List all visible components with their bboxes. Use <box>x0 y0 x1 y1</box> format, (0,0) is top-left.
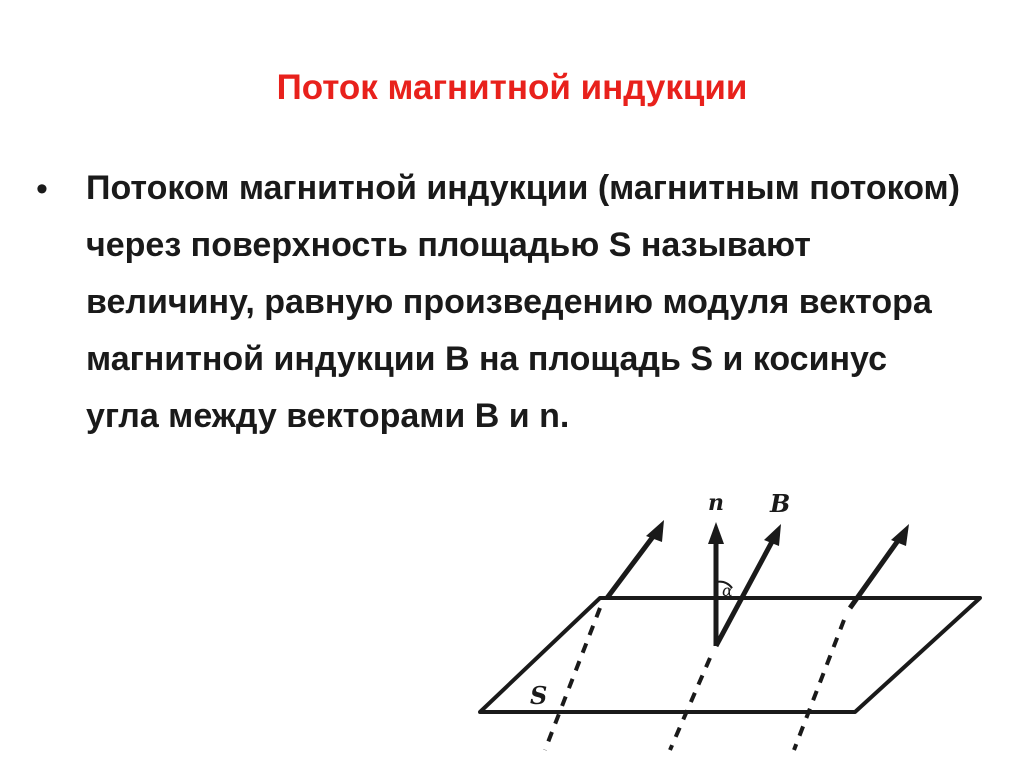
field-line-1-below <box>545 608 600 750</box>
label-S: S <box>530 681 548 710</box>
field-line-3-below <box>794 620 844 750</box>
bullet-marker: • <box>36 170 48 208</box>
label-B: B <box>770 490 791 518</box>
slide-title: Поток магнитной индукции <box>276 68 748 107</box>
bullet-text: Потоком магнитной индукции (магнитным потоком) через поверхность площадью S называют величину, равную произведению модуля вектора магнитной индукции B на площадь S и косинус угла между векторами B и n. <box>86 169 960 435</box>
normal-vector-arrowhead <box>708 522 724 544</box>
label-n: n <box>708 490 724 516</box>
label-alpha: α <box>722 581 733 600</box>
magnetic-flux-diagram <box>470 490 990 767</box>
field-line-2-below <box>670 658 710 750</box>
vector-B-arrowhead <box>764 524 781 546</box>
field-line-1-top <box>607 530 658 598</box>
